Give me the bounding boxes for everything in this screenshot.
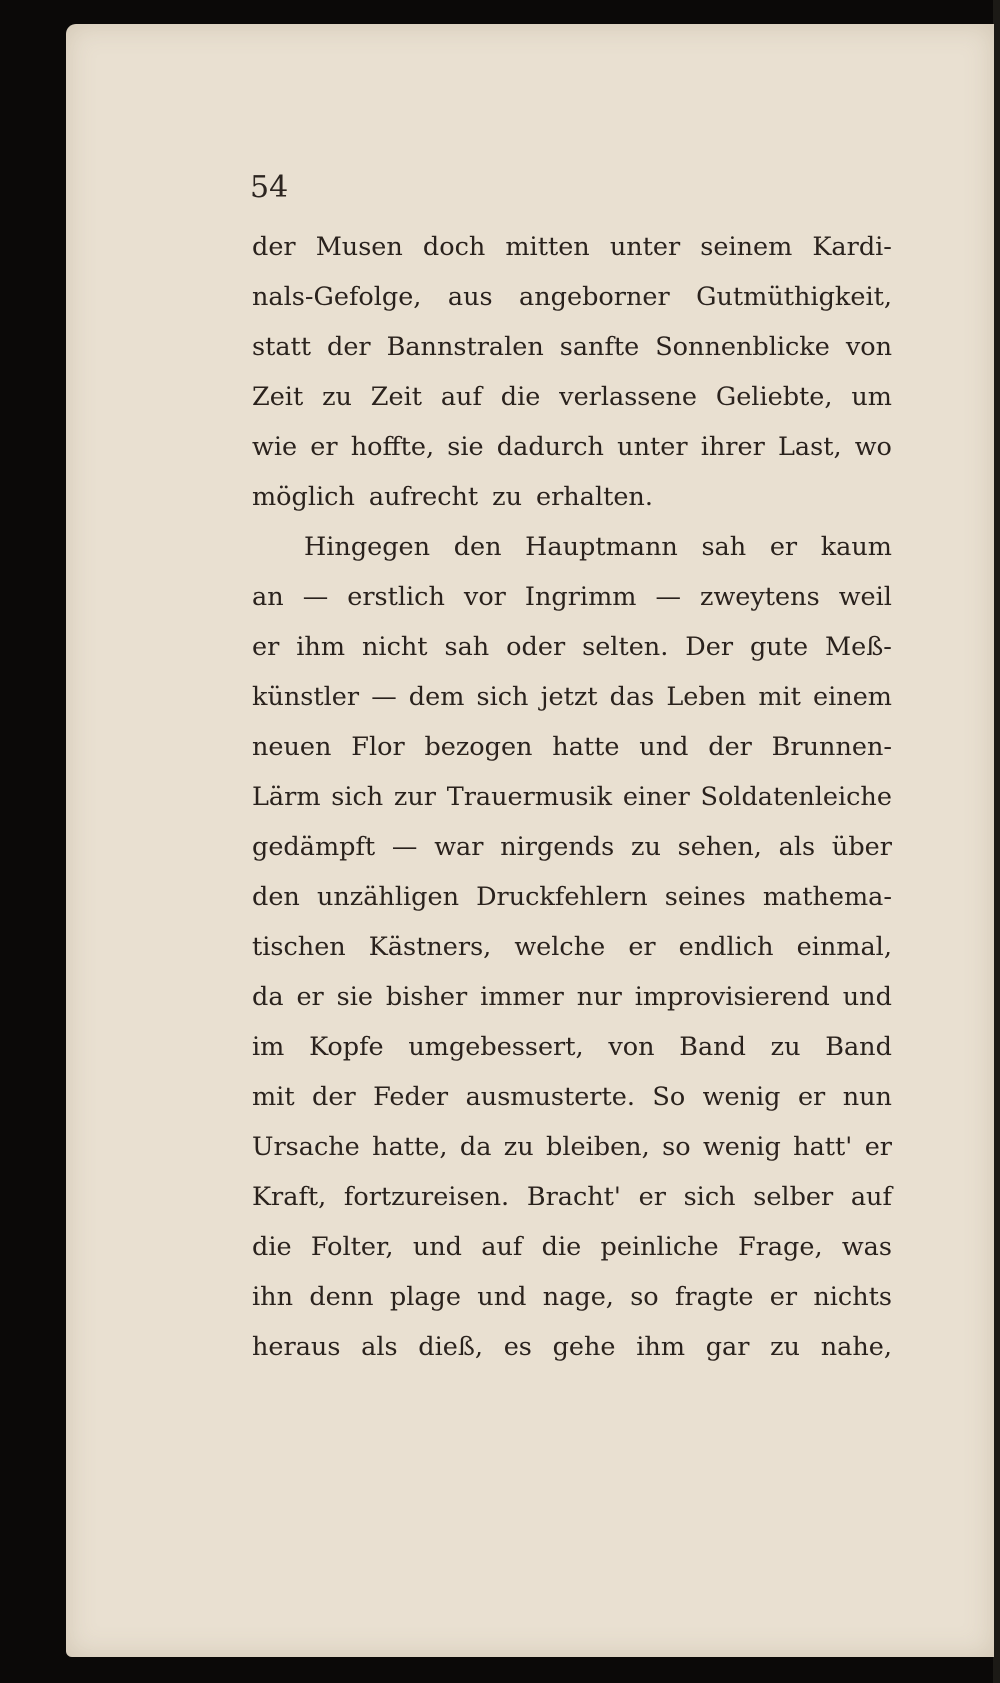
word: nage, (542, 1282, 614, 1312)
word: er (296, 982, 324, 1012)
word: weil (838, 582, 892, 612)
word: als (361, 1332, 398, 1362)
word: sich (683, 1182, 736, 1212)
word: doch (422, 232, 486, 262)
word: da (459, 1132, 492, 1162)
word: um (851, 382, 892, 412)
word: Bracht' (526, 1182, 621, 1212)
word: umgebessert, (408, 1032, 584, 1062)
word: immer (480, 982, 564, 1012)
word: neuen (252, 732, 332, 762)
word: ihm (636, 1332, 685, 1362)
text-line (252, 1072, 892, 1122)
text-line (252, 872, 892, 922)
word: zweytens (700, 582, 820, 612)
word: Ursache (252, 1132, 360, 1162)
word: hatte (552, 732, 620, 762)
word: auf (481, 1232, 523, 1262)
word: Brunnen- (771, 732, 892, 762)
text-line (252, 622, 892, 672)
word: angeborner (519, 282, 670, 312)
word: Last, (777, 432, 842, 462)
word: nirgends (500, 832, 615, 862)
word: sie (336, 982, 373, 1012)
word: wie (252, 432, 298, 462)
body-text (252, 222, 892, 1372)
word: im (252, 1032, 285, 1062)
word: ausmusterte. (465, 1082, 635, 1112)
word: selber (753, 1182, 834, 1212)
word: zu (322, 382, 352, 412)
word: unter (617, 432, 688, 462)
word: auf (440, 382, 482, 412)
word: er (252, 632, 280, 662)
word: Kästners, (368, 932, 492, 962)
word: was (841, 1232, 892, 1262)
word: da (252, 982, 284, 1012)
word: hatt' (793, 1132, 853, 1162)
word: der (312, 1082, 356, 1112)
word: von (608, 1032, 655, 1062)
word: sah (444, 632, 490, 662)
word: einem (813, 682, 892, 712)
word: Der (685, 632, 734, 662)
word: auf (850, 1182, 892, 1212)
text-line (252, 722, 892, 772)
word: hatte, (372, 1132, 448, 1162)
book-edge (993, 0, 1000, 1683)
word: dem (408, 682, 465, 712)
word: endlich (678, 932, 774, 962)
word: aus (447, 282, 493, 312)
word: kaum (820, 532, 892, 562)
word: es (503, 1332, 532, 1362)
word: er (864, 1132, 892, 1162)
text-line (252, 672, 892, 722)
word: der (708, 732, 752, 762)
word: Zeit (252, 382, 304, 412)
word: nur (576, 982, 622, 1012)
word: wo (854, 432, 892, 462)
word: Hauptmann (525, 532, 678, 562)
word: zu (492, 482, 523, 512)
text-line (252, 772, 892, 822)
word: fortzureisen. (343, 1182, 510, 1212)
word: von (845, 332, 892, 362)
word: ihrer (700, 432, 765, 462)
text-line (252, 322, 892, 372)
word: seines (664, 882, 746, 912)
word: Hingegen (304, 532, 431, 562)
word: plage (389, 1282, 461, 1312)
word: möglich (252, 482, 355, 512)
text-line (252, 1272, 892, 1322)
word: hoffte, (350, 432, 435, 462)
word: zur (393, 782, 436, 812)
word: seinem (700, 232, 793, 262)
word: er (310, 432, 338, 462)
word: als (778, 832, 816, 862)
word: wenig (702, 1082, 781, 1112)
word: sie (447, 432, 484, 462)
word: mit (758, 682, 801, 712)
word: bezogen (424, 732, 533, 762)
word: er (628, 932, 656, 962)
word: Zeit (370, 382, 422, 412)
word: welche (514, 932, 606, 962)
word: dieß, (418, 1332, 483, 1362)
text-line (252, 1222, 892, 1272)
word: erhalten. (536, 482, 653, 512)
word: sich (331, 782, 384, 812)
word: sah (701, 532, 747, 562)
word: Gutmüthigkeit, (696, 282, 892, 312)
word: ihn (252, 1282, 294, 1312)
text-line (252, 1022, 892, 1072)
word: sich (476, 682, 529, 712)
word: jetzt (540, 682, 598, 712)
text-line (252, 372, 892, 422)
word: bleiben, (546, 1132, 650, 1162)
word: Meß- (825, 632, 892, 662)
word: sehen, (677, 832, 762, 862)
word: und (477, 1282, 527, 1312)
word: Geliebte, (715, 382, 833, 412)
word: Frage, (737, 1232, 823, 1262)
word: bisher (385, 982, 468, 1012)
word: Leben (666, 682, 747, 712)
word: erstlich (347, 582, 445, 612)
word: fragte (674, 1282, 754, 1312)
word: Lärm (252, 782, 321, 812)
word: Soldatenleiche (700, 782, 892, 812)
word: zu (770, 1332, 800, 1362)
word: dadurch (496, 432, 604, 462)
page-number: 54 (250, 170, 289, 205)
word: unter (609, 232, 681, 262)
text-line (252, 972, 892, 1022)
word: heraus (252, 1332, 341, 1362)
word: wenig (702, 1132, 781, 1162)
word: nicht (361, 632, 428, 662)
word: nahe, (820, 1332, 892, 1362)
word: künstler (252, 682, 360, 712)
word: über (831, 832, 892, 862)
word: Kardi- (812, 232, 892, 262)
word: Flor (351, 732, 405, 762)
text-line (252, 1172, 892, 1222)
word: Band (825, 1032, 892, 1062)
word: den (252, 882, 300, 912)
word: einmal, (796, 932, 892, 962)
word: er (638, 1182, 666, 1212)
word: nichts (813, 1282, 892, 1312)
word: Folter, (310, 1232, 394, 1262)
word: vor (463, 582, 506, 612)
text-line (252, 422, 892, 472)
word: Feder (373, 1082, 449, 1112)
word: gar (705, 1332, 750, 1362)
word: und (639, 732, 689, 762)
word: nals-Gefolge, (252, 282, 422, 312)
text-line (252, 1322, 892, 1372)
text-line (252, 472, 892, 522)
word: Bannstralen (386, 332, 544, 362)
word: statt (252, 332, 312, 362)
word: zu (770, 1032, 801, 1062)
word: mitten (505, 232, 590, 262)
word: peinliche (600, 1232, 719, 1262)
word: das (609, 682, 655, 712)
word: selten. (582, 632, 669, 662)
word: sanfte (559, 332, 640, 362)
word: und (842, 982, 892, 1012)
word: die (252, 1232, 292, 1262)
word: mit (252, 1082, 295, 1112)
word: — (391, 832, 418, 862)
word: und (412, 1232, 462, 1262)
word: ihm (296, 632, 346, 662)
word: so (630, 1282, 659, 1312)
text-line (252, 1122, 892, 1172)
text-line (252, 222, 892, 272)
word: gute (749, 632, 809, 662)
word: gehe (552, 1332, 616, 1362)
word: war (434, 832, 484, 862)
text-line (252, 272, 892, 322)
word: an (252, 582, 284, 612)
word: Druckfehlern (476, 882, 648, 912)
text-line (252, 522, 892, 572)
word: verlassene (559, 382, 697, 412)
word: mathema- (762, 882, 892, 912)
word: er (769, 532, 798, 562)
word: er (797, 1082, 826, 1112)
word: Kraft, (252, 1182, 327, 1212)
word: Trauermusik (446, 782, 613, 812)
word: zu (631, 832, 661, 862)
word: einer (622, 782, 690, 812)
text-line (252, 822, 892, 872)
word: Band (679, 1032, 746, 1062)
word: Kopfe (309, 1032, 384, 1062)
word: improvisierend (634, 982, 830, 1012)
word: zu (503, 1132, 534, 1162)
word: die (541, 1232, 582, 1262)
word: den (453, 532, 502, 562)
word: so (662, 1132, 691, 1162)
text-line (252, 572, 892, 622)
text-line (252, 922, 892, 972)
word: — (371, 682, 397, 712)
word: unzähligen (316, 882, 459, 912)
word: die (500, 382, 541, 412)
word: Musen (315, 232, 403, 262)
word: — (655, 582, 681, 612)
word: der (327, 332, 371, 362)
word: Ingrimm (524, 582, 637, 612)
word: So (652, 1082, 686, 1112)
word: oder (506, 632, 566, 662)
word: er (769, 1282, 798, 1312)
word: denn (309, 1282, 374, 1312)
word: gedämpft (252, 832, 376, 862)
word: Sonnenblicke (655, 332, 830, 362)
word: der (252, 232, 296, 262)
word: — (302, 582, 329, 612)
word: tischen (252, 932, 346, 962)
word: nun (842, 1082, 892, 1112)
word: aufrecht (368, 482, 479, 512)
